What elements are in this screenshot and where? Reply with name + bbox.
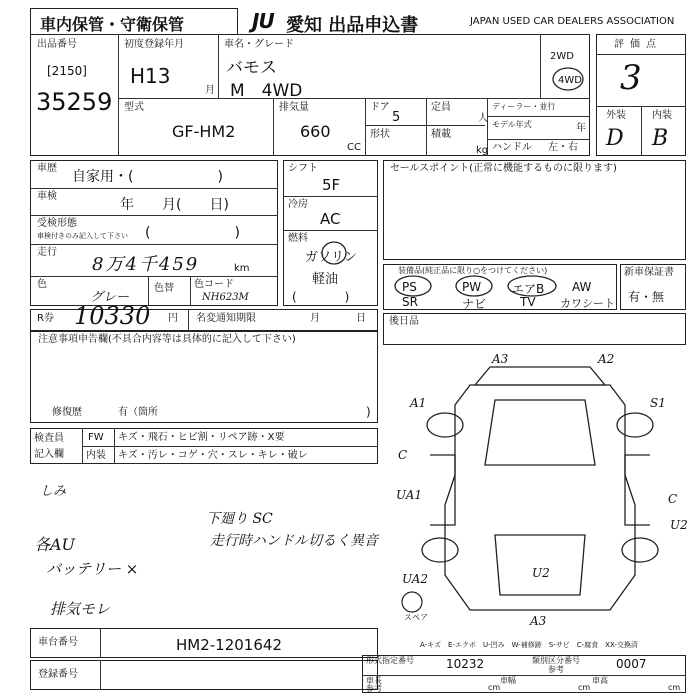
- doors-value: 5: [392, 110, 401, 125]
- car-name: バモス: [226, 58, 277, 78]
- inspector-label-1: 検査員: [34, 433, 64, 444]
- inspector-label-2: 記入欄: [34, 449, 64, 460]
- history-label: 車歴: [37, 163, 57, 174]
- equip-tv: TV: [520, 295, 536, 309]
- fuel-gas-circle: [320, 240, 348, 266]
- dmg-c-right: C: [668, 492, 678, 506]
- receipt-value: ( ): [145, 225, 240, 241]
- car-name-label: 車名・グレード: [224, 39, 294, 50]
- capacity-unit: 人: [478, 113, 488, 124]
- first-reg-era: H13: [130, 64, 171, 88]
- drive-4wd-circle: [550, 66, 586, 92]
- repair-value: 有（箇所: [118, 407, 158, 418]
- recycle-unit: 円: [168, 313, 178, 324]
- car-damage-diagram: [410, 355, 690, 625]
- recycle-value: 10330: [74, 302, 151, 330]
- int-items: キズ・汚レ・コゲ・穴・スレ・キレ・破レ: [118, 450, 308, 461]
- ext-score: D: [606, 126, 624, 151]
- type-num-value: 10232: [446, 657, 485, 671]
- ext-label: 外装: [606, 110, 626, 121]
- storage-label: 車内保管・守衛保管: [40, 15, 185, 34]
- chassis-label: 車台番号: [38, 637, 78, 648]
- registration-label: 登録番号: [38, 669, 78, 680]
- dmg-c-left: C: [398, 448, 408, 462]
- warranty-value: 有・無: [628, 290, 665, 304]
- equipment-circles: [390, 274, 570, 298]
- history-value: 自家用・( ): [72, 169, 223, 185]
- equip-airbag: エアB: [512, 282, 545, 296]
- length-ref: 参考: [366, 684, 382, 693]
- dmg-ua1: UA1: [396, 488, 423, 502]
- length-label: 車長: [366, 676, 382, 685]
- width-label: 車幅: [500, 676, 516, 685]
- weight-label: 積載: [431, 129, 451, 140]
- capacity-label: 定員: [431, 102, 451, 113]
- fw-items: キズ・飛石・ヒビ割・リペア跡・X要: [118, 432, 285, 443]
- recycle-label: R券: [37, 313, 54, 324]
- mileage-value: 8万4千459: [92, 254, 200, 275]
- doors-label: ドア: [370, 102, 390, 113]
- dmg-a1: A1: [410, 396, 427, 410]
- dmg-a2: A2: [598, 352, 615, 366]
- weight-unit: kg: [476, 145, 489, 156]
- handle-label: ハンドル: [492, 142, 532, 153]
- equip-pw: PW: [462, 280, 482, 294]
- rear-label: 後日品: [389, 316, 419, 327]
- int-score: B: [652, 126, 669, 151]
- equip-aw: AW: [572, 280, 592, 294]
- ac-label: 冷房: [288, 199, 308, 210]
- repair-close: ): [366, 405, 371, 419]
- color-code-value: NH623M: [202, 292, 249, 303]
- inspection-label: 車検: [37, 191, 57, 202]
- remark-3: 走行時ハンドル切るく異音: [210, 533, 378, 549]
- mileage-unit: km: [234, 263, 250, 274]
- ju-logo: JU: [252, 9, 274, 33]
- class-label: 類別区分番号: [532, 656, 580, 665]
- model-year-label: モデル年式: [492, 120, 532, 129]
- int-insp-label: 内装: [86, 450, 106, 461]
- notes-label: 注意事項申告欄(不具合内容等は具体的に記入して下さい): [38, 334, 296, 345]
- color-change-label: 色替: [154, 283, 174, 294]
- drive-4wd: 4WD: [558, 75, 582, 86]
- registration-row: [30, 660, 378, 690]
- dealer-label: ディーラー・並行: [492, 102, 556, 111]
- dmg-a3-bottom: A3: [530, 614, 547, 628]
- score-value: 3: [620, 58, 642, 98]
- equipment-label: 装備品(純正品に限り○をつけてください): [398, 266, 548, 275]
- type-num-label: 形式指定番号: [366, 656, 414, 665]
- displacement-value: 660: [300, 122, 331, 141]
- color-code-label: 色コード: [194, 279, 234, 290]
- dmg-a3-top: A3: [492, 352, 509, 366]
- shift-label: シフト: [288, 163, 318, 174]
- lot-number: 35259: [36, 88, 113, 116]
- color-value: グレー: [90, 290, 130, 305]
- damage-legend: A-キズ E-エクボ U-凹み W-補修跡 S-サビ C-腐食 XX-交換済: [420, 641, 638, 649]
- class-value: 0007: [616, 657, 647, 671]
- model-label: 型式: [124, 102, 144, 113]
- remark-4: 各AU: [34, 535, 76, 554]
- association-name: JAPAN USED CAR DEALERS ASSOCIATION: [470, 16, 675, 27]
- first-reg-label: 初度登録年月: [124, 39, 184, 50]
- equip-sr: SR: [402, 295, 418, 309]
- displacement-unit: CC: [347, 142, 361, 153]
- dmg-u2-right: U2: [670, 518, 688, 532]
- fuel-diesel: 軽油: [312, 272, 339, 287]
- inspection-value: 年 月( 日): [120, 197, 229, 213]
- warranty-label: 新車保証書: [624, 267, 674, 278]
- lot-small: [2150]: [47, 64, 87, 78]
- dmg-ua2: UA2: [402, 572, 429, 586]
- notice-month: 月: [310, 313, 320, 324]
- int-label: 内装: [652, 110, 672, 121]
- score-label: 評価点: [614, 39, 662, 50]
- notice-day: 日: [356, 313, 366, 324]
- displacement-label: 排気量: [279, 102, 309, 113]
- receipt-note: 車検付きのみ記入して下さい: [37, 232, 128, 240]
- height-label: 車高: [592, 676, 608, 685]
- chassis-value: HM2-1201642: [176, 636, 282, 654]
- sales-point-box: [383, 160, 686, 260]
- remark-2: 下廻り SC: [206, 511, 273, 527]
- drive-2wd: 2WD: [550, 51, 574, 62]
- notice-label: 名変通知期限: [196, 313, 256, 324]
- dmg-s1-right: S1: [650, 396, 666, 410]
- fuel-gas: ガソリン: [305, 250, 358, 265]
- mileage-label: 走行: [37, 247, 57, 258]
- equip-navi: ナビ: [462, 297, 487, 311]
- color-label: 色: [37, 279, 47, 290]
- remark-6: 排気モレ: [50, 600, 111, 618]
- receipt-label: 受検形態: [37, 218, 77, 229]
- equip-leather: カワシート: [560, 297, 615, 310]
- remark-5: バッテリー ×: [46, 560, 139, 578]
- fw-label: FW: [88, 432, 104, 443]
- remark-1: しみ: [40, 484, 67, 499]
- ac-value: AC: [320, 210, 341, 228]
- first-reg-month: 月: [205, 85, 215, 96]
- shape-label: 形状: [370, 129, 390, 140]
- model-year-unit: 年: [576, 123, 586, 134]
- height-unit: cm: [668, 683, 681, 692]
- spare-circle: [400, 590, 424, 614]
- dmg-u2-center: U2: [532, 566, 550, 580]
- shift-value: 5F: [322, 176, 341, 194]
- car-grade: M 4WD: [230, 81, 303, 101]
- fuel-label: 燃料: [288, 233, 308, 244]
- width-unit: cm: [578, 683, 591, 692]
- fuel-paren: ( ): [292, 290, 350, 304]
- rear-box: [383, 313, 686, 345]
- spare-label: スペア: [404, 613, 428, 622]
- handle-value: 左・右: [548, 142, 578, 153]
- repair-label: 修復歴: [52, 407, 82, 418]
- sales-point-label: セールスポイント(正常に機能するものに限ります): [390, 163, 617, 174]
- form-title: 愛知 出品申込書: [286, 15, 419, 36]
- model-value: GF-HM2: [172, 122, 236, 141]
- lot-label: 出品番号: [37, 39, 77, 50]
- equip-ps: PS: [402, 280, 417, 294]
- type-note: 参考: [548, 665, 564, 674]
- length-unit: cm: [488, 683, 501, 692]
